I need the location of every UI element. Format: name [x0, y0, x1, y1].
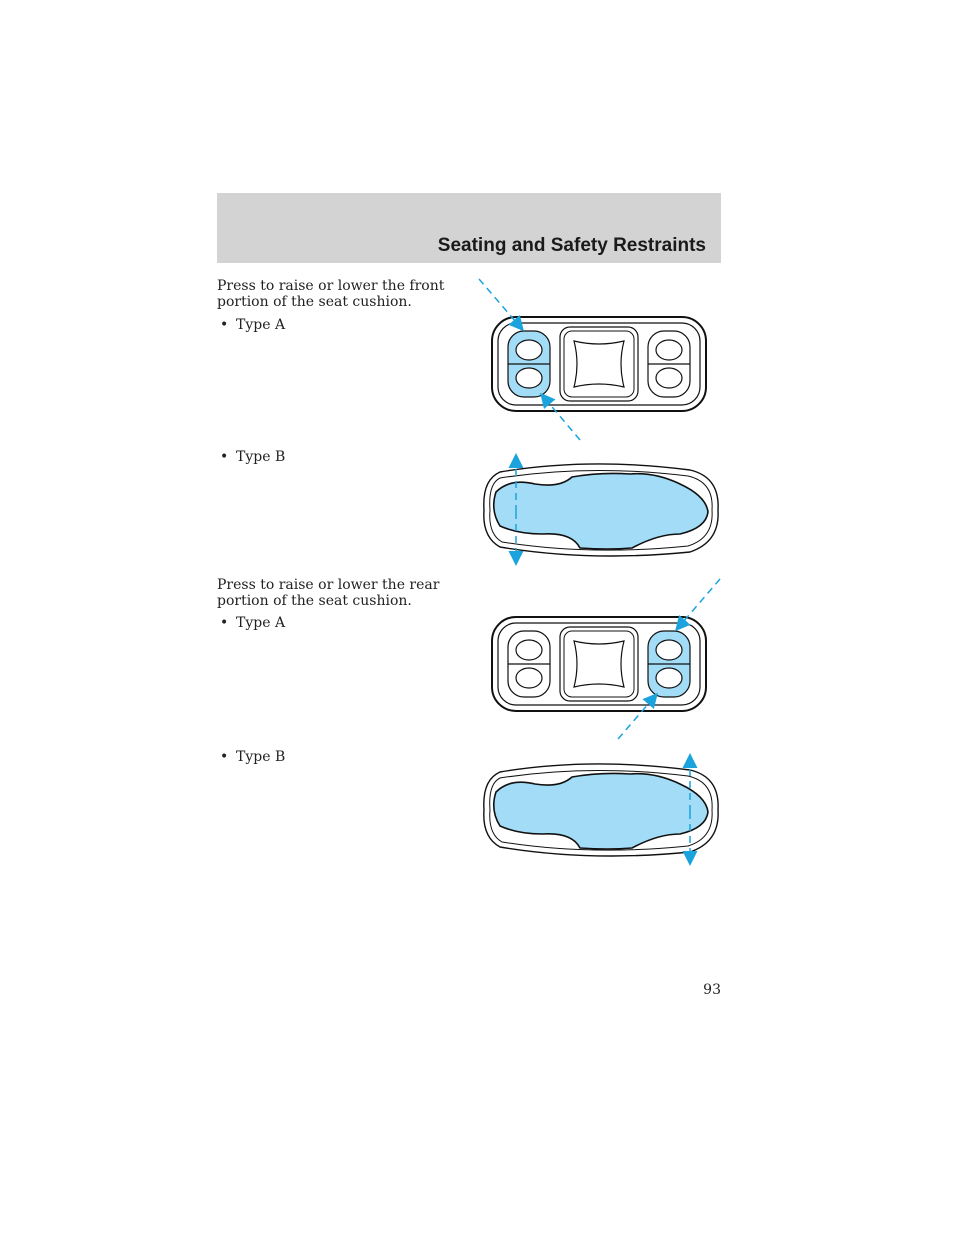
bullet-label: Type B [236, 449, 286, 465]
rear-type-b-switch-figure [480, 752, 725, 867]
bullet-type-b: • Type B [220, 449, 286, 465]
bullet-type-b: • Type B [220, 749, 286, 765]
bullet-label: Type B [236, 749, 286, 765]
instruction-line: Press to raise or lower the rear [217, 577, 440, 593]
instruction-line: portion of the seat cushion. [217, 294, 412, 310]
front-type-b-switch-figure [480, 452, 725, 567]
bullet-label: Type A [236, 615, 286, 631]
front-type-a-switch-figure [470, 275, 730, 445]
section-title: Seating and Safety Restraints [437, 235, 706, 256]
rear-cushion-instruction [217, 577, 439, 609]
section-header [217, 193, 721, 263]
bullet-label: Type A [236, 317, 286, 333]
bullet-type-a: • Type A [220, 615, 286, 631]
rear-type-a-switch-figure [470, 575, 730, 745]
front-cushion-instruction [217, 278, 444, 310]
instruction-line: Press to raise or lower the front [217, 278, 445, 294]
instruction-line: portion of the seat cushion. [217, 593, 412, 609]
bullet-type-a: • Type A [220, 317, 286, 333]
page-number: 93 [703, 982, 721, 998]
